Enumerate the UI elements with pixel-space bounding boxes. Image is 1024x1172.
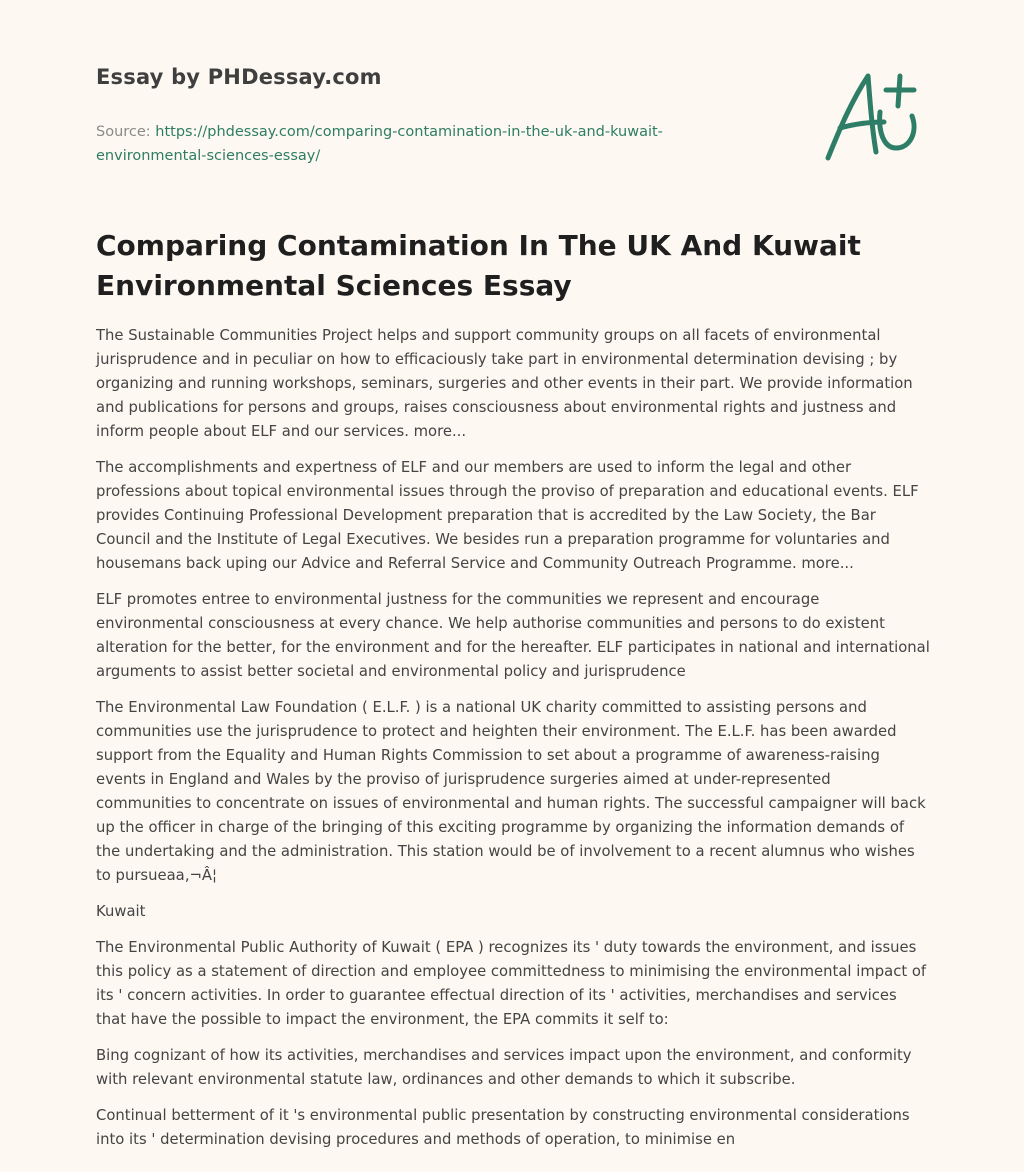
a-plus-grade-icon bbox=[818, 66, 930, 166]
site-brand: Essay by PHDessay.com bbox=[96, 65, 382, 89]
paragraph: Bing cognizant of how its activities, merchandises and services impact upon the environment, and conformity with relevant environmental statute law, ordinances and other demands to which it subscribe. bbox=[96, 1047, 912, 1088]
paragraph: ELF promotes entree to environmental justness for the communities we represent and encourage environmental consciousness at every chance. We help authorise communities and persons to do existent alteration for the better, for the environment and for the hereafter. ELF participates in national and international arguments to assist better societal and environmental policy and jurisprudence bbox=[96, 591, 930, 680]
page-title: Comparing Contamination In The UK And Kuwait Environmental Sciences Essay bbox=[96, 229, 861, 302]
page-header bbox=[96, 62, 756, 168]
paragraph: The Environmental Law Foundation ( E.L.F. ) is a national UK charity committed to assisting persons and communities use the jurisprudence to protect and heighten their environment. The E.L.F. has been awarded support from the Equality and Human Rights Commission to set about a programme of awareness-raising events in England and Wales by the proviso of jurisprudence surgeries aimed at under-represented communities to concentrate on issues of environmental and human rights. The successful campaigner will back up the officer in charge of the bringing of this exciting programme by organizing the information demands of the undertaking and the administration. This station would be of involvement to a recent alumnus who wishes to pursueaa‚¬Â¦ bbox=[96, 699, 926, 884]
source-line bbox=[96, 120, 756, 168]
paragraph: The Environmental Public Authority of Kuwait ( EPA ) recognizes its ' duty towards the environment, and issues this policy as a statement of direction and employee committedness to minimising the environmental impact of its ' concern activities. In order to guarantee effectual direction of its ' activities, merchandises and services that have the possible to impact the environment, the EPA commits it self to: bbox=[96, 939, 927, 1028]
source-link[interactable]: https://phdessay.com/comparing-contamination-in-the-uk-and-kuwait-environmental-sciences-essay/ bbox=[96, 124, 663, 164]
section-heading: Kuwait bbox=[96, 903, 146, 920]
paragraph: The accomplishments and expertness of ELF and our members are used to inform the legal and other professions about topical environmental issues through the proviso of preparation and educational events. ELF provides Continuing Professional Development preparation that is accredited by the Law Society, the Bar Council and the Institute of Legal Executives. We besides run a preparation programme for voluntaries and housemans back uping our Advice and Referral Service and Community Outreach Programme. more... bbox=[96, 459, 919, 572]
paragraph: Continual betterment of it 's environmental public presentation by constructing environmental considerations into its ' determination devising procedures and methods of operation, to minimise en bbox=[96, 1107, 910, 1148]
source-label: Source: bbox=[96, 124, 156, 140]
paragraph: The Sustainable Communities Project helps and support community groups on all facets of environmental jurisprudence and in peculiar on how to efficaciously take part in environmental determination devising ; by organizing and running workshops, seminars, surgeries and other events in their part. We provide information and publications for persons and groups, raises consciousness about environmental rights and justness and inform people about ELF and our services. more... bbox=[96, 327, 913, 440]
article-body bbox=[96, 324, 930, 1164]
